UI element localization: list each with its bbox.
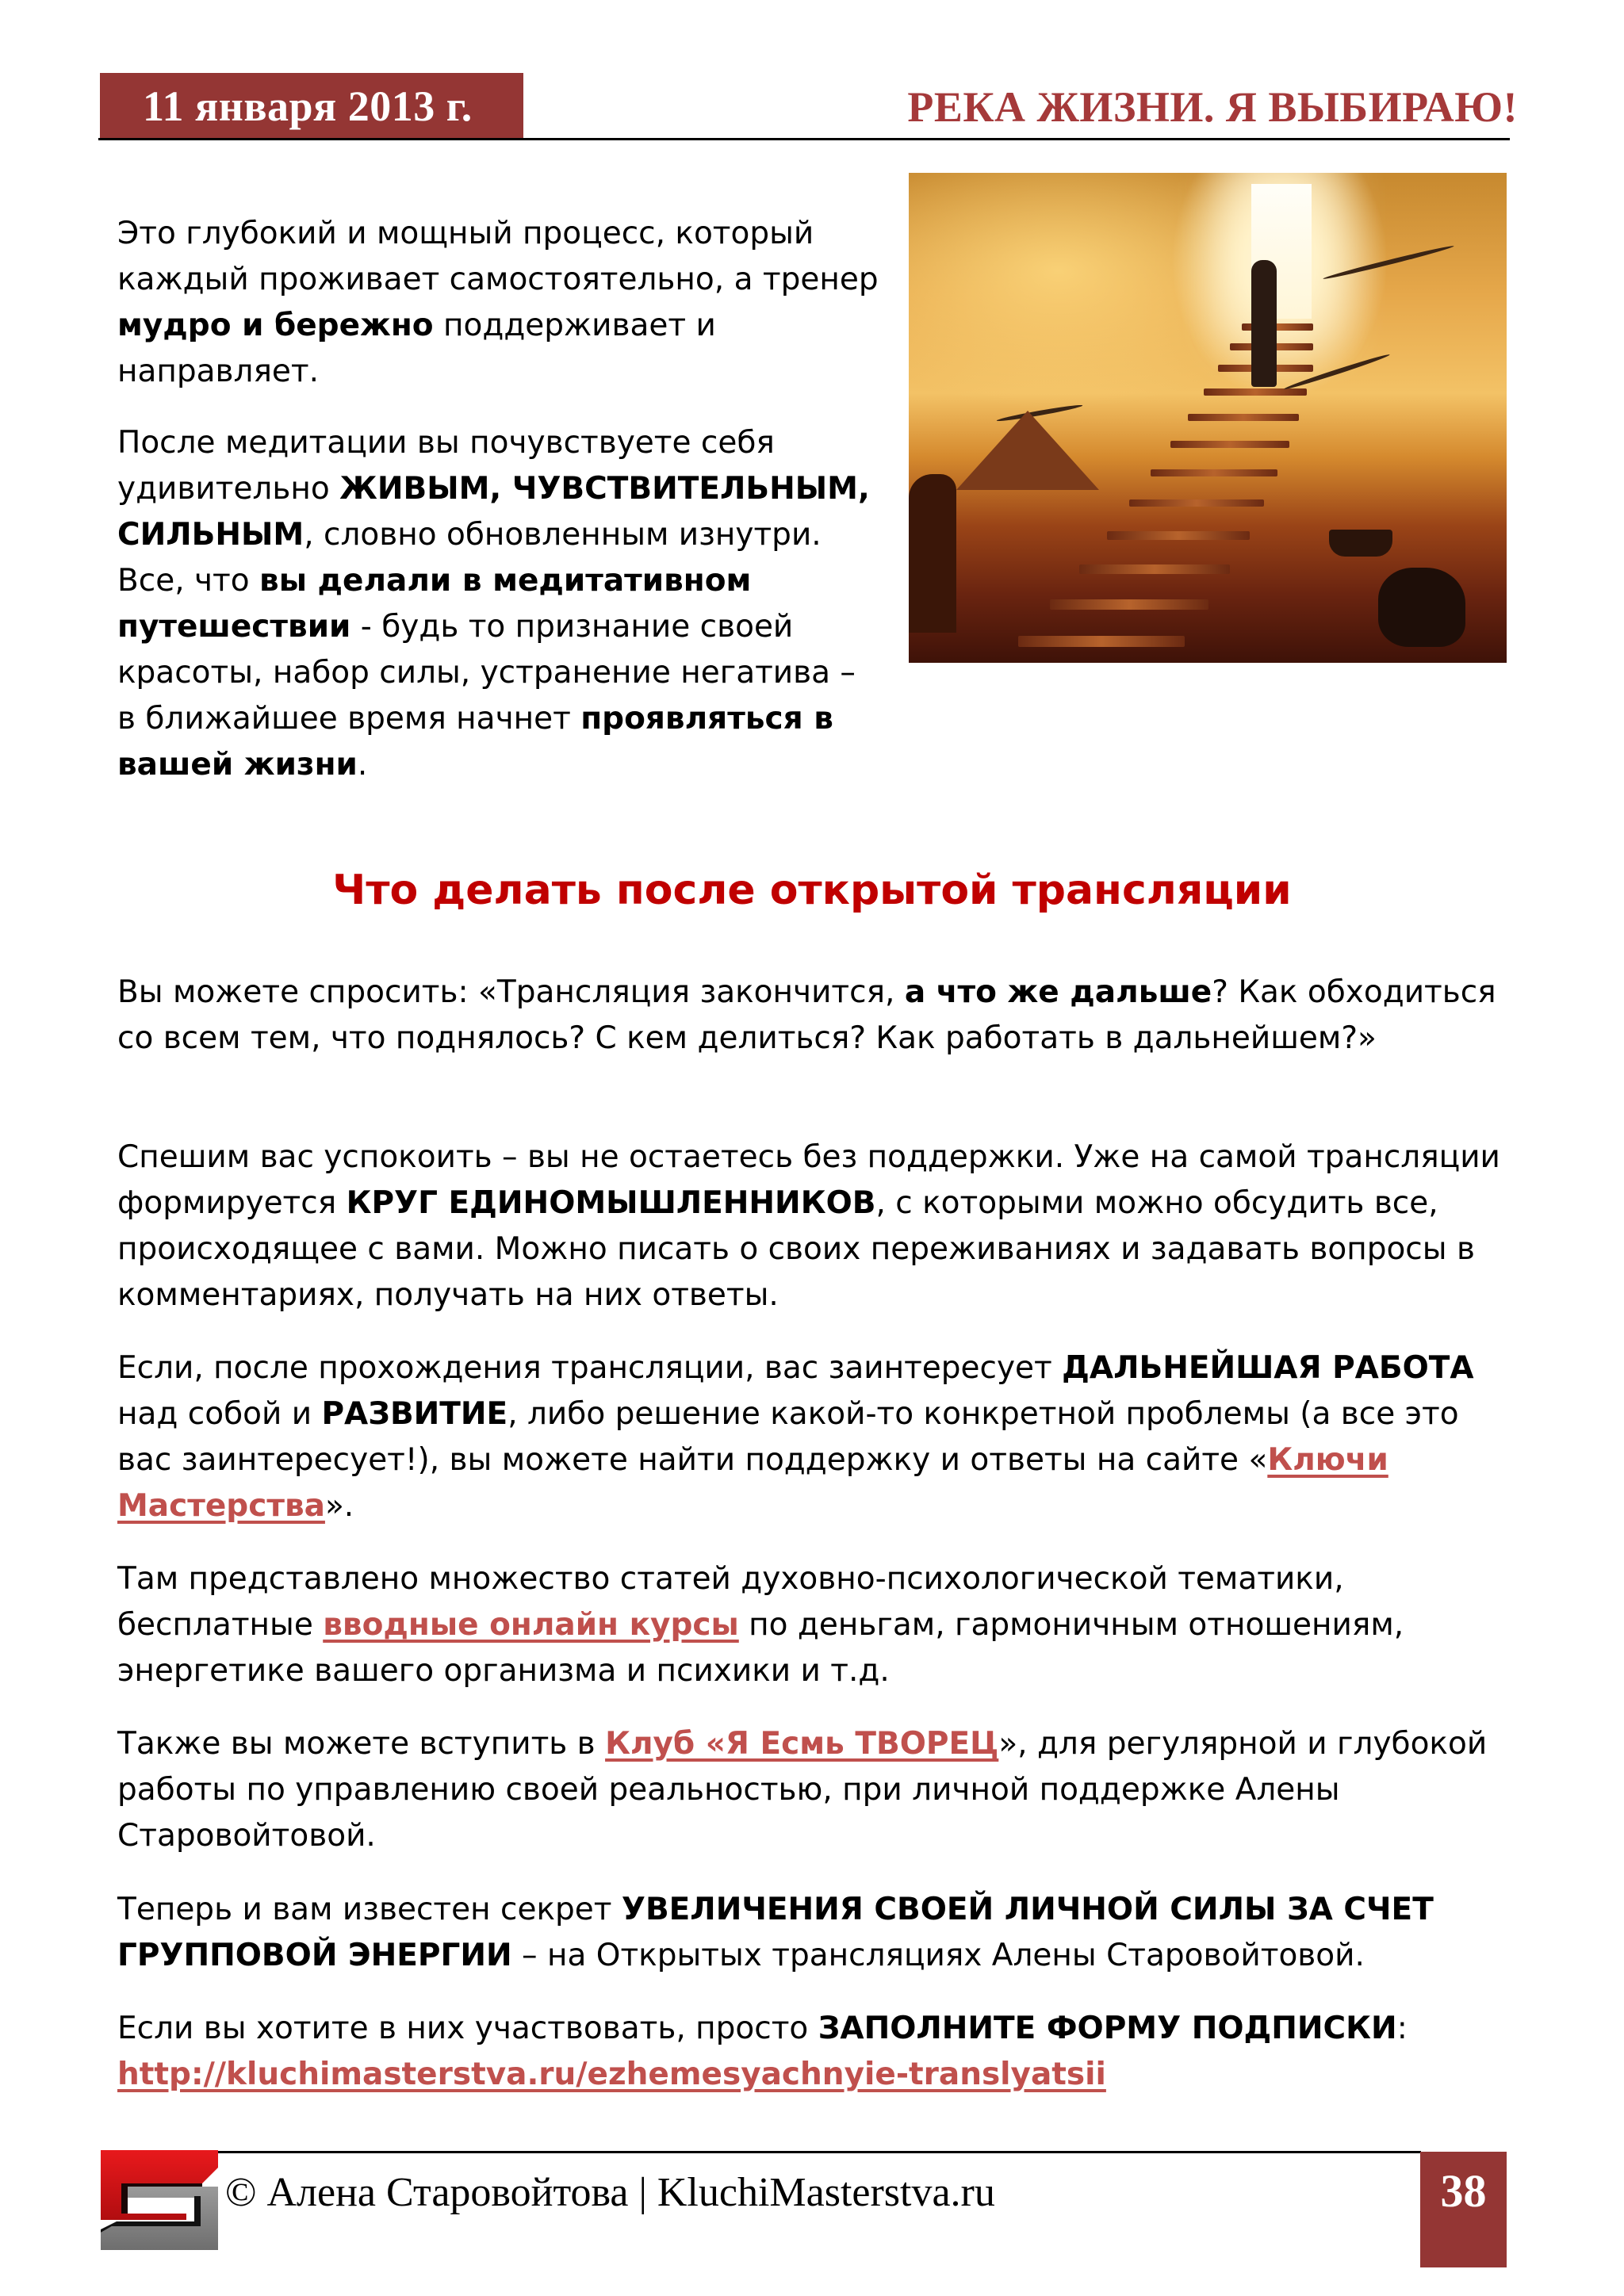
kluchi-masterstva-link[interactable]: Ключи Мастерства <box>117 1442 1388 1524</box>
section-heading: Что делать после открытой трансляции <box>332 867 1292 914</box>
intro-paragraph-2: После медитации вы почувствуете себя удивительно ЖИВЫМ, ЧУВСТВИТЕЛЬНЫМ, СИЛЬНЫМ, словно обновленным изнутри. Все, что вы делали в медитативном путешествии - будь то признание своей красоты, набор силы, устранение негатива – в ближайшее время начнет проявляться в вашей жизни. <box>117 425 870 783</box>
section-paragraph-1: Вы можете спросить: «Трансляция закончится, а что же дальше? Как обходиться со всем тем, что поднялось? С кем делиться? Как работать в дальнейшем?» <box>117 974 1496 1056</box>
kluchi-masterstva-logo-icon <box>101 2150 218 2250</box>
intro-online-courses-link[interactable]: вводные онлайн курсы <box>323 1607 739 1643</box>
footer-divider <box>102 2151 1421 2153</box>
header-title: РЕКА ЖИЗНИ. Я ВЫБИРАЮ! <box>907 83 1518 131</box>
section-paragraph-2: Спешим вас успокоить – вы не остаетесь без поддержки. Уже на самой трансляции формируется КРУГ ЕДИНОМЫШЛЕННИКОВ, с которыми можно обсудить все, происходящее с вами. Можно писать о своих переживаниях и задавать вопросы в комментариях, получать на них ответы. <box>117 1139 1500 1313</box>
section-paragraph-7: Если вы хотите в них участвовать, просто ЗАПОЛНИТЕ ФОРМУ ПОДПИСКИ: http://kluchimasterstva.ru/ezhemesyachnyie-translyatsii <box>117 2011 1408 2092</box>
header-divider <box>98 138 1510 140</box>
silhouette-figure <box>1251 260 1277 387</box>
intro-paragraph-1: Это глубокий и мощный процесс, который каждый проживает самостоятельно, а тренер мудро и бережно поддерживает и направляет. <box>117 216 879 389</box>
section-paragraph-5: Также вы можете вступить в Клуб «Я Есмь ТВОРЕЦ», для регулярной и глубокой работы по управлению своей реальностью, при личной поддержке Алены Старовойтовой. <box>117 1726 1488 1854</box>
section-paragraph-4: Там представлено множество статей духовно-психологической тематики, бесплатные вводные онлайн курсы по деньгам, гармоничным отношениям, энергетике вашего организма и психики и т.д. <box>117 1561 1404 1689</box>
club-ya-esm-tvorets-link[interactable]: Клуб «Я Есмь ТВОРЕЦ <box>605 1726 999 1762</box>
page-number: 38 <box>1420 2152 1507 2267</box>
header-date: 11 января 2013 г. <box>100 73 523 140</box>
section-paragraph-3: Если, после прохождения трансляции, вас заинтересует ДАЛЬНЕЙШАЯ РАБОТА над собой и РАЗВИТИЕ, либо решение какой-то конкретной проблемы (а все это вас заинтересует!), вы можете найти поддержку и ответы на сайте «Ключи Мастерства». <box>117 1350 1474 1524</box>
footer-copyright: © Алена Старовойтова | KluchiMasterstva.ru <box>225 2170 995 2215</box>
section-paragraph-6: Теперь и вам известен секрет УВЕЛИЧЕНИЯ СВОЕЙ ЛИЧНОЙ СИЛЫ ЗА СЧЕТ ГРУППОВОЙ ЭНЕРГИИ – на Открытых трансляциях Алены Старовойтовой. <box>117 1892 1434 1973</box>
subscription-url-link[interactable]: http://kluchimasterstva.ru/ezhemesyachnyie-translyatsii <box>117 2057 1106 2092</box>
